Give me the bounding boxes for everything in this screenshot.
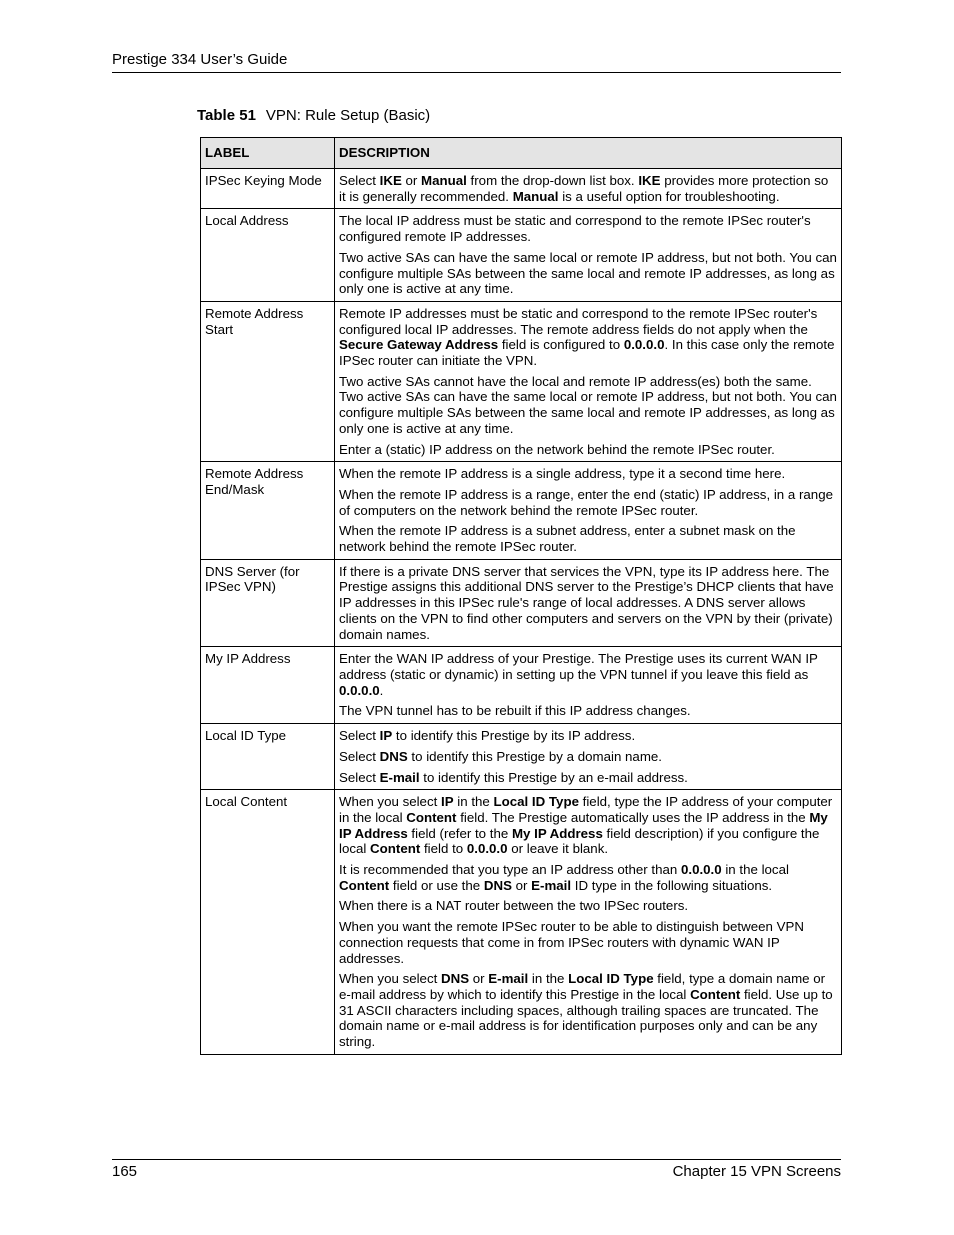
bold-term: IP	[379, 728, 393, 744]
text-run: Enter a (static) IP address on the network behind the remote IPSec router.	[339, 441, 775, 457]
table-row	[201, 209, 842, 302]
table-title: VPN: Rule Setup (Basic)	[265, 107, 431, 124]
row-label: IPSec Keying Mode	[201, 169, 335, 209]
text-run: Two active SAs can have the same local or remote IP address, but not both. You can configure multiple SAs between the same local and remote IP addresses, as long as only one is active at any time.	[339, 249, 837, 297]
bold-term: Manual	[421, 173, 467, 188]
bold-term: IKE	[379, 173, 402, 188]
row-description	[335, 647, 842, 724]
text-run: It is recommended that you type an IP address other than	[339, 862, 681, 878]
description-paragraph	[339, 374, 837, 437]
page-number: 165	[112, 1163, 138, 1180]
label-column-header: LABEL	[201, 138, 335, 169]
text-run: When the remote IP address is a subnet address, enter a subnet mask on the network behind the remote IPSec router.	[339, 523, 796, 555]
text-run: field to	[420, 841, 467, 857]
text-run: When you want the remote IPSec router to be able to distinguish between VPN connection requests that come in from IPSec routers with dynamic WAN IP addresses.	[339, 919, 804, 966]
description-paragraph	[339, 749, 837, 765]
text-run: When you select	[339, 794, 441, 810]
bold-term: DNS	[379, 748, 408, 764]
text-run: Select	[339, 728, 380, 744]
bold-term: E-mail	[531, 877, 572, 893]
table-row	[201, 790, 842, 1055]
table-row	[201, 169, 842, 209]
text-run: Two active SAs cannot have the local and remote IP address(es) both the same. Two active SAs can have the same local or remote IP address, but not both. You can configure multiple SAs between the same local and remote IP addresses, as long as only one is active at any time.	[339, 373, 837, 436]
bold-term: IP	[441, 794, 454, 810]
running-header	[112, 51, 841, 73]
text-run: is a useful option for troubleshooting.	[558, 188, 780, 204]
row-description	[335, 790, 842, 1055]
text-run: If there is a private DNS server that services the VPN, type its IP address here. The Prestige assigns this additional DNS server to the Prestige’s DHCP clients that have IP addresses in this IPSec rule's range of local addresses. A DNS server allows clients on the VPN to find other computers and servers on the VPN by their (private) domain names.	[339, 563, 834, 642]
text-run: When there is a NAT router between the two IPSec routers.	[339, 898, 689, 914]
table-row	[201, 462, 842, 560]
text-run: field is configured to	[498, 337, 624, 353]
text-run: The VPN tunnel has to be rebuilt if this IP address changes.	[339, 703, 691, 719]
bold-term: Local ID Type	[493, 794, 579, 810]
row-label: Local Address	[201, 209, 335, 302]
vpn-rule-setup-table	[200, 137, 842, 1055]
table-body	[201, 169, 842, 1055]
row-label: My IP Address	[201, 647, 335, 724]
text-run: in the	[528, 971, 569, 987]
text-run: provides more protection so it is generally recommended.	[339, 173, 829, 204]
bold-term: Content	[339, 877, 390, 893]
row-description	[335, 209, 842, 302]
bold-term: Content	[370, 841, 421, 857]
text-run: When the remote IP address is a range, enter the end (static) IP address, in a range of computers on the network behind the remote IPSec router.	[339, 486, 833, 518]
bold-term: 0.0.0.0	[623, 337, 665, 353]
bold-term: E-mail	[379, 769, 420, 785]
table-number: Table 51	[197, 107, 256, 124]
bold-term: IKE	[638, 173, 661, 188]
row-description	[335, 559, 842, 647]
row-label: DNS Server (for IPSec VPN)	[201, 559, 335, 647]
row-label: Remote Address Start	[201, 301, 335, 461]
text-run: to identify this Prestige by its IP address.	[392, 728, 636, 744]
bold-term: 0.0.0.0	[466, 841, 508, 857]
description-paragraph	[339, 971, 837, 1050]
row-description	[335, 724, 842, 790]
text-run: in the	[453, 794, 494, 810]
bold-term: DNS	[441, 971, 470, 987]
text-run: Select	[339, 748, 380, 764]
running-footer	[112, 1159, 841, 1180]
row-description	[335, 169, 842, 209]
text-run: field or use the	[389, 877, 484, 893]
text-run: or	[401, 173, 422, 188]
bold-term: My IP Address	[339, 809, 828, 841]
text-run: Select	[339, 769, 380, 785]
bold-term: Content	[406, 809, 457, 825]
table-row	[201, 724, 842, 790]
description-paragraph	[339, 466, 837, 482]
text-run: field. The Prestige automatically uses the IP address in the	[456, 809, 810, 825]
bold-term: DNS	[483, 877, 512, 893]
bold-term: My IP Address	[511, 825, 603, 841]
text-run: . In this case only the remote IPSec router can initiate the VPN.	[339, 337, 835, 369]
text-run: ID type in the following situations.	[571, 877, 773, 893]
description-paragraph	[339, 442, 837, 458]
description-paragraph	[339, 213, 837, 244]
text-run: Remote IP addresses must be static and correspond to the remote IPSec router's configured local IP addresses. The remote address fields do not apply when the	[339, 305, 818, 337]
chapter-title: Chapter 15 VPN Screens	[672, 1163, 841, 1180]
table-row	[201, 301, 842, 461]
text-run: to identify this Prestige by an e-mail address.	[419, 769, 688, 785]
row-description	[335, 462, 842, 560]
bold-term: 0.0.0.0	[680, 862, 722, 878]
text-run: .	[379, 682, 384, 698]
description-paragraph	[339, 794, 837, 857]
description-paragraph	[339, 770, 837, 786]
description-column-header: DESCRIPTION	[335, 138, 842, 169]
text-run: or	[469, 971, 489, 987]
description-paragraph	[339, 250, 837, 297]
description-paragraph	[339, 728, 837, 744]
text-run: to identify this Prestige by a domain name.	[407, 748, 662, 764]
text-run: Enter the WAN IP address of your Prestige. The Prestige uses its current WAN IP address (static or dynamic) in setting up the VPN tunnel if you leave this field as	[339, 651, 818, 682]
text-run: from the drop-down list box.	[466, 173, 639, 188]
text-run: field, type the IP address of your computer in the local	[339, 794, 833, 825]
guide-title: Prestige 334 User’s Guide	[112, 51, 288, 68]
row-label: Remote Address End/Mask	[201, 462, 335, 560]
description-paragraph	[339, 703, 837, 719]
bold-term: Local ID Type	[568, 971, 654, 987]
table-row	[201, 559, 842, 647]
row-label: Local Content	[201, 790, 335, 1055]
text-run: in the local	[721, 862, 789, 878]
description-paragraph	[339, 862, 837, 893]
table-caption	[197, 107, 430, 124]
row-description	[335, 301, 842, 461]
text-run: Select	[339, 173, 380, 188]
text-run: The local IP address must be static and correspond to the remote IPSec router's configured remote IP addresses.	[339, 213, 811, 245]
text-run: field (refer to the	[407, 825, 512, 841]
table-row	[201, 647, 842, 724]
text-run: When the remote IP address is a single address, type it a second time here.	[339, 466, 786, 482]
text-run: field description) if you configure the local	[339, 825, 820, 857]
description-paragraph	[339, 898, 837, 914]
row-label: Local ID Type	[201, 724, 335, 790]
description-paragraph	[339, 919, 837, 966]
text-run: field. Use up to 31 ASCII characters including spaces, although trailing spaces are truncated. The domain name or e-mail address is for identification purposes only and can be any string.	[339, 986, 833, 1050]
bold-term: E-mail	[488, 971, 529, 987]
text-run: or	[511, 877, 532, 893]
description-paragraph	[339, 173, 837, 204]
description-paragraph	[339, 306, 837, 369]
description-paragraph	[339, 651, 837, 698]
bold-term: Manual	[512, 188, 559, 204]
description-paragraph	[339, 487, 837, 518]
bold-term: Content	[690, 986, 741, 1002]
text-run: or leave it blank.	[507, 841, 609, 857]
bold-term: Secure Gateway Address	[339, 337, 499, 353]
description-paragraph	[339, 564, 837, 643]
text-run: When you select	[339, 971, 441, 987]
table-header-row	[201, 138, 842, 169]
description-paragraph	[339, 523, 837, 554]
text-run: field, type a domain name or e-mail address by which to identify this Prestige in the local	[339, 971, 826, 1002]
bold-term: 0.0.0.0	[339, 682, 380, 698]
